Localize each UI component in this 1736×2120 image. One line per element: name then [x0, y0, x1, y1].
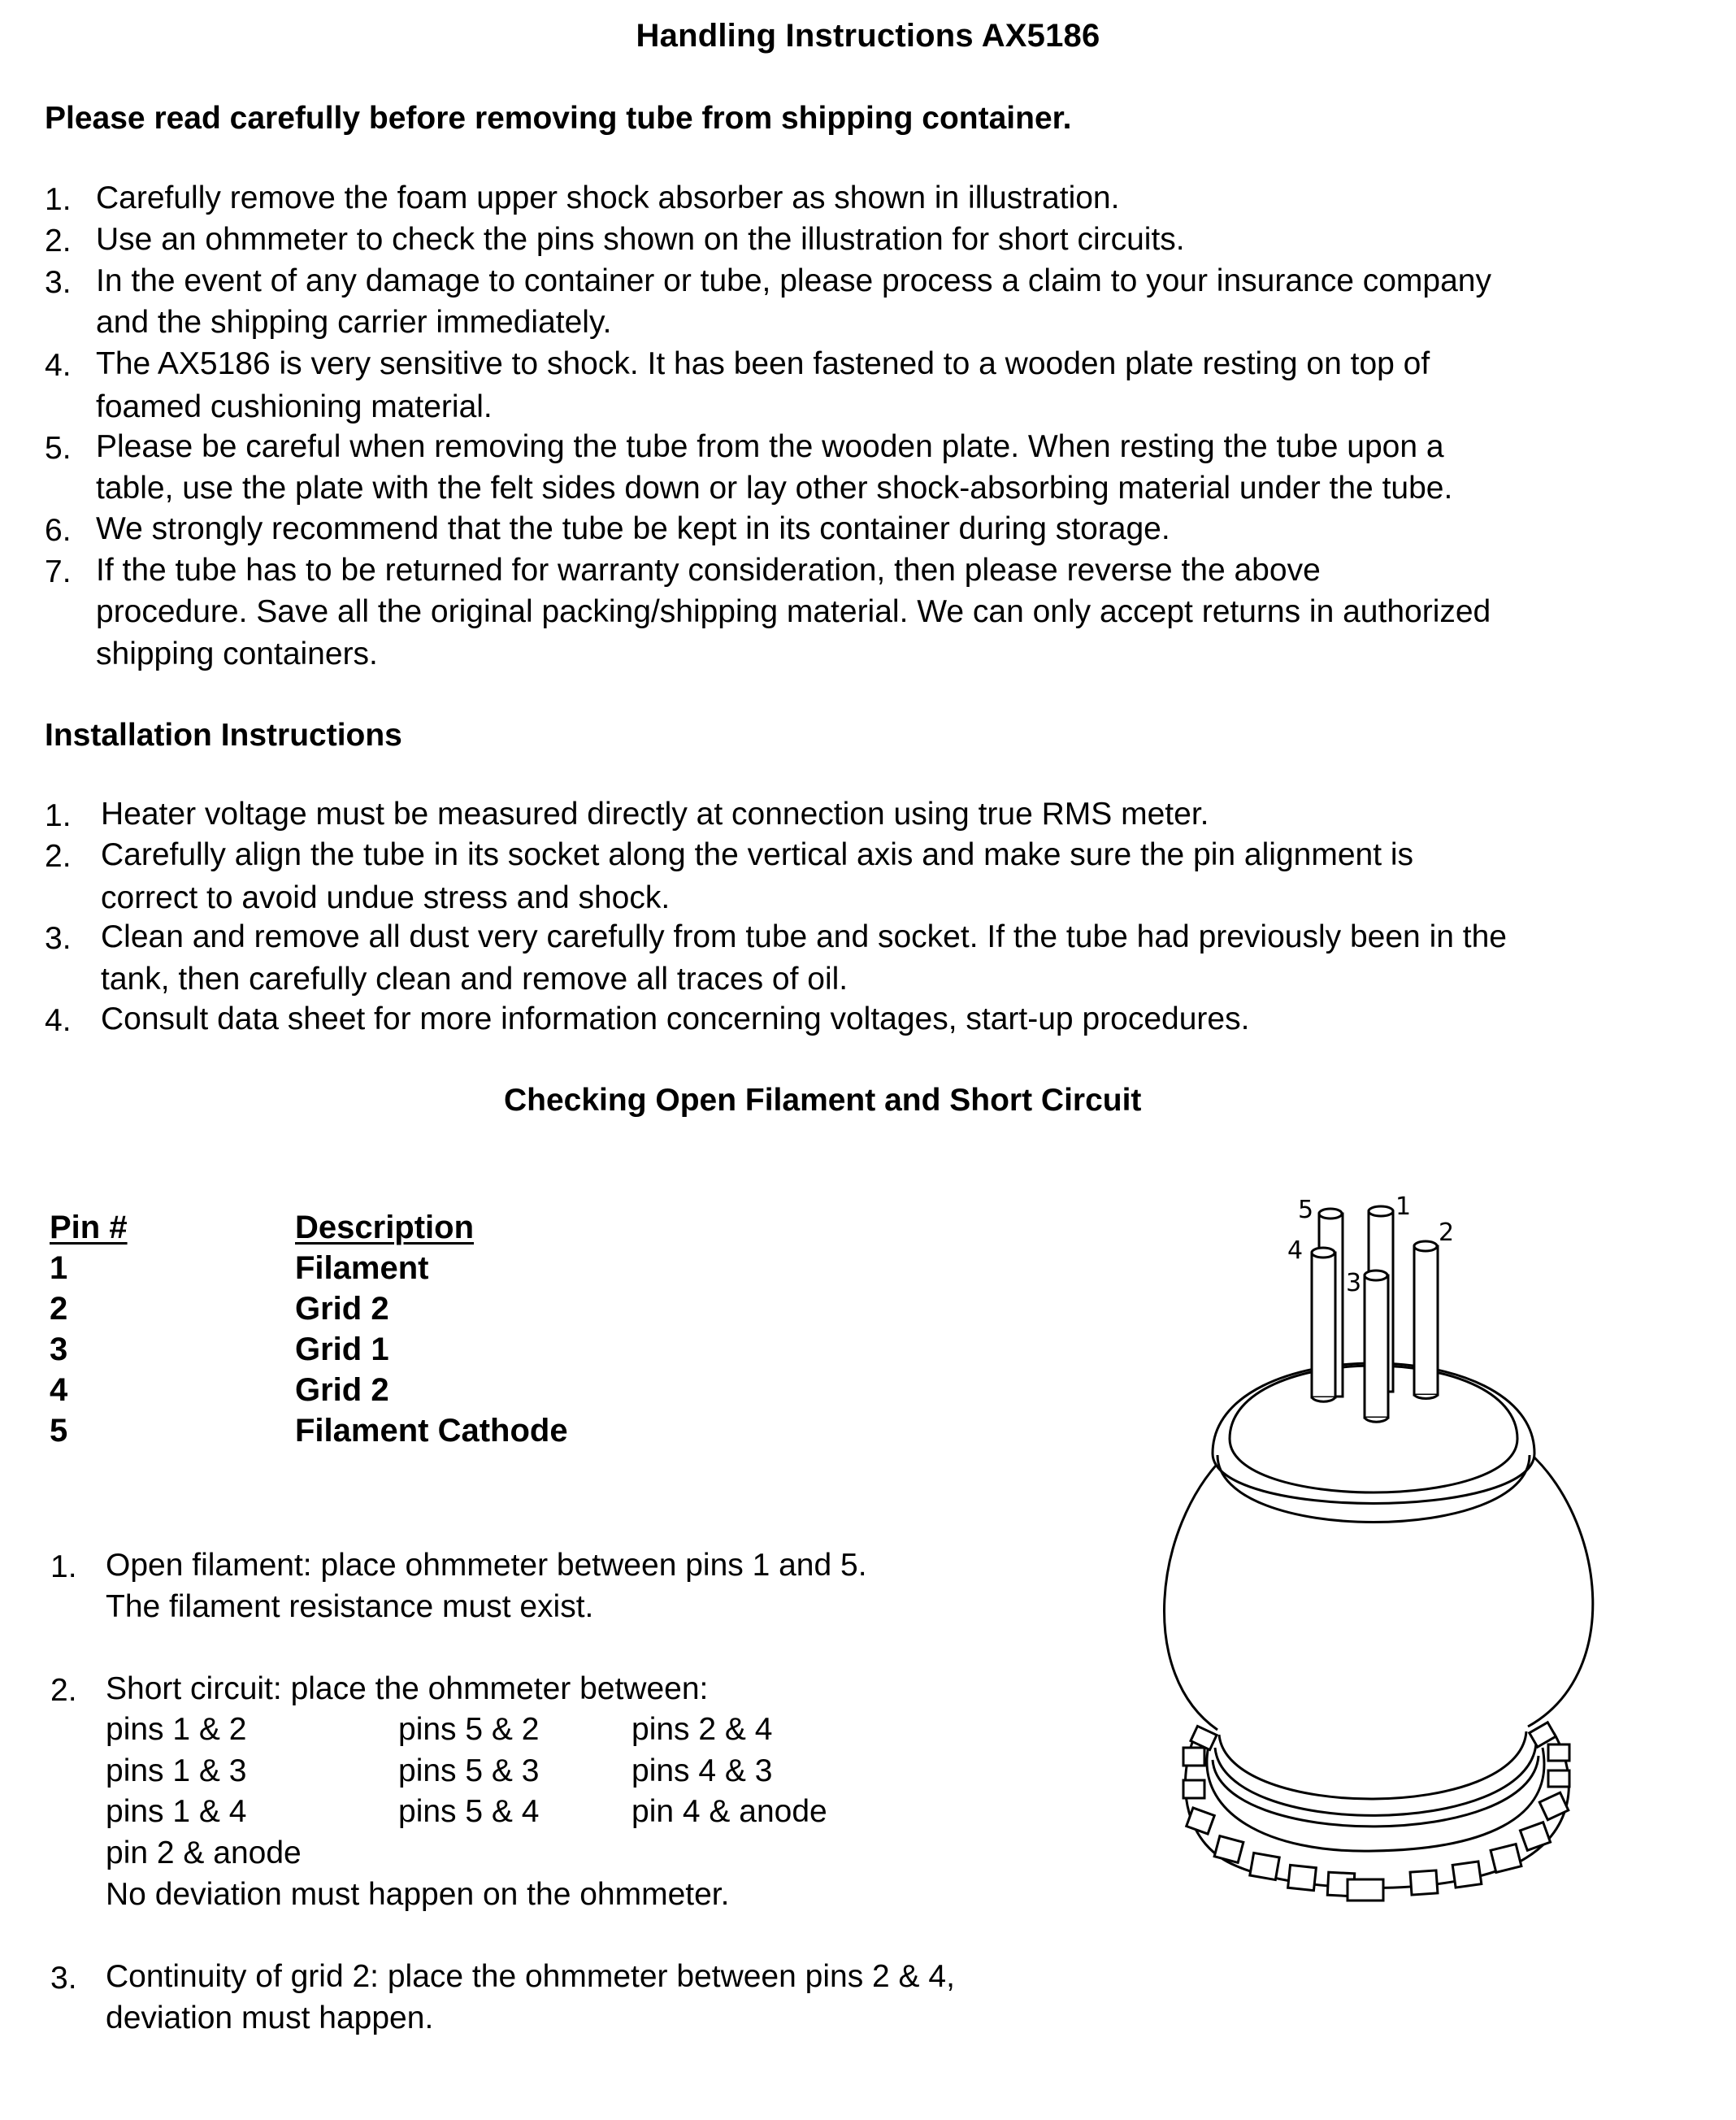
item-number: 1.	[45, 798, 72, 833]
item-number: 2.	[45, 224, 72, 258]
pin-label-5: 5	[1298, 1196, 1314, 1224]
item-text: Consult data sheet for more information concerning voltages, start-up procedures.	[101, 1001, 1250, 1036]
item-text: procedure. Save all the original packing/shipping material. We can only accept returns in authorized	[96, 594, 1491, 629]
item-number: 3.	[45, 921, 72, 956]
item-number: 3.	[45, 265, 72, 300]
item-text: Short circuit: place the ohmmeter between:	[106, 1671, 709, 1706]
item-text: tank, then carefully clean and remove all traces of oil.	[101, 962, 848, 997]
pin-number: 5	[50, 1413, 68, 1449]
pin-description: Filament Cathode	[295, 1413, 568, 1449]
item-number: 1.	[45, 182, 72, 217]
pin-4	[1312, 1248, 1335, 1401]
item-text: and the shipping carrier immediately.	[96, 305, 612, 340]
pin-label-1: 1	[1395, 1192, 1412, 1221]
pin-number: 2	[50, 1291, 68, 1327]
checking-heading: Checking Open Filament and Short Circuit	[504, 1083, 1142, 1118]
pin-label-3: 3	[1346, 1269, 1362, 1297]
pin-description: Grid 2	[295, 1291, 389, 1327]
page-title: Handling Instructions AX5186	[636, 18, 1100, 54]
item-text: We strongly recommend that the tube be kept in its container during storage.	[96, 511, 1170, 546]
item-text: table, use the plate with the felt sides down or lay other shock-absorbing material under the tube.	[96, 471, 1453, 506]
item-text: deviation must happen.	[106, 2001, 434, 2035]
item-text: Clean and remove all dust very carefully from tube and socket. If the tube had previously been in the	[101, 919, 1507, 954]
item-number: 3.	[50, 1961, 77, 1996]
pin-pair: pins 1 & 3	[106, 1753, 247, 1788]
item-number: 7.	[45, 554, 72, 589]
pin-2	[1414, 1241, 1438, 1399]
pin-number: 3	[50, 1332, 68, 1367]
pin-3	[1365, 1271, 1388, 1422]
item-text: Carefully remove the foam upper shock absorber as shown in illustration.	[96, 180, 1120, 215]
item-number: 4.	[45, 1003, 72, 1038]
item-text: The AX5186 is very sensitive to shock. It has been fastened to a wooden plate resting on top of	[96, 346, 1430, 381]
pin-number: 1	[50, 1250, 68, 1286]
item-text: No deviation must happen on the ohmmeter.	[106, 1877, 730, 1912]
pin-number: 4	[50, 1372, 68, 1408]
pin-column-header: Pin #	[50, 1210, 128, 1245]
pin-pair: pins 4 & 3	[631, 1753, 773, 1788]
item-text: Open filament: place ohmmeter between pins 1 and 5.	[106, 1548, 867, 1583]
item-number: 4.	[45, 348, 72, 383]
pin-pair: pin 4 & anode	[631, 1794, 827, 1829]
pin-pair: pins 5 & 2	[398, 1712, 540, 1747]
item-text: Heater voltage must be measured directly at connection using true RMS meter.	[101, 797, 1209, 832]
description-column-header: Description	[295, 1210, 475, 1245]
pin-description: Grid 1	[295, 1332, 389, 1367]
gear-teeth	[1183, 1722, 1569, 1901]
pin-label-2: 2	[1439, 1219, 1455, 1247]
item-text: Continuity of grid 2: place the ohmmeter between pins 2 & 4,	[106, 1959, 955, 1994]
handling-intro: Please read carefully before removing tube from shipping container.	[45, 101, 1072, 136]
item-text: The filament resistance must exist.	[106, 1589, 594, 1624]
item-text: Please be careful when removing the tube from the wooden plate. When resting the tube upon a	[96, 429, 1444, 464]
item-text: foamed cushioning material.	[96, 389, 493, 424]
pin-pair: pins 5 & 3	[398, 1753, 540, 1788]
item-text: Carefully align the tube in its socket along the vertical axis and make sure the pin alignment is	[101, 837, 1414, 872]
item-text: Use an ohmmeter to check the pins shown on the illustration for short circuits.	[96, 222, 1185, 257]
pin-pair: pins 1 & 2	[106, 1712, 247, 1747]
item-text: If the tube has to be returned for warranty consideration, then please reverse the above	[96, 553, 1321, 588]
item-text: In the event of any damage to container or tube, please process a claim to your insurance company	[96, 263, 1491, 298]
tube-base	[1219, 1731, 1526, 1799]
pin-pair: pin 2 & anode	[106, 1835, 302, 1870]
item-number: 2.	[45, 839, 72, 874]
pin-description: Filament	[295, 1250, 429, 1286]
item-number: 5.	[45, 431, 72, 466]
pin-pair: pins 5 & 4	[398, 1794, 540, 1829]
pin-description: Grid 2	[295, 1372, 389, 1408]
item-number: 6.	[45, 513, 72, 548]
pin-pair: pins 1 & 4	[106, 1794, 247, 1829]
item-number: 1.	[50, 1549, 77, 1584]
pin-pair: pins 2 & 4	[631, 1712, 773, 1747]
item-text: shipping containers.	[96, 636, 378, 671]
item-number: 2.	[50, 1673, 77, 1708]
pin-label-4: 4	[1287, 1236, 1304, 1265]
item-text: correct to avoid undue stress and shock.	[101, 880, 671, 915]
installation-heading: Installation Instructions	[45, 718, 402, 753]
